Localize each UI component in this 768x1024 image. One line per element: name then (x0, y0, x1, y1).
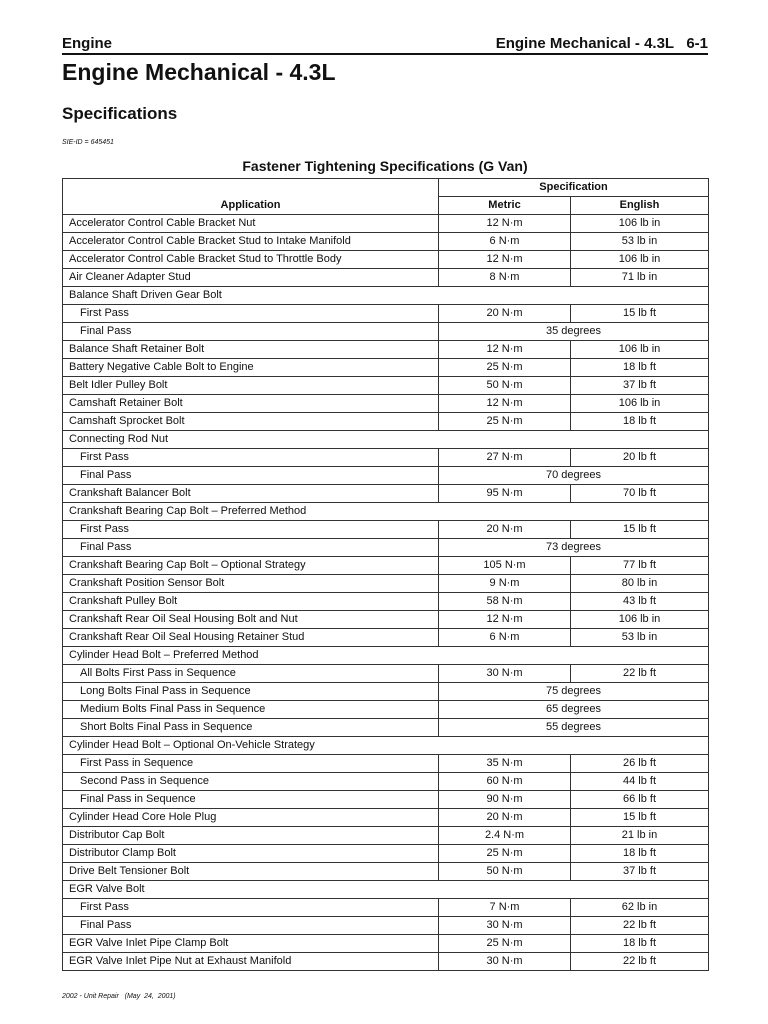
application-cell: Crankshaft Rear Oil Seal Housing Retainer Stud (63, 629, 439, 647)
application-cell: Cylinder Head Bolt – Preferred Method (63, 647, 709, 665)
metric-cell: 30 N·m (439, 953, 571, 971)
english-cell: 106 lb in (571, 395, 709, 413)
application-cell: First Pass (63, 521, 439, 539)
english-cell: 18 lb ft (571, 359, 709, 377)
page-header (62, 35, 708, 55)
english-cell: 66 lb ft (571, 791, 709, 809)
metric-cell: 30 N·m (439, 917, 571, 935)
application-cell: Cylinder Head Bolt – Optional On-Vehicle Strategy (63, 737, 709, 755)
metric-cell: 12 N·m (439, 215, 571, 233)
application-cell: EGR Valve Inlet Pipe Clamp Bolt (63, 935, 439, 953)
application-cell: Distributor Cap Bolt (63, 827, 439, 845)
metric-cell: 2.4 N·m (439, 827, 571, 845)
application-cell: Cylinder Head Core Hole Plug (63, 809, 439, 827)
table-row (63, 431, 709, 449)
application-cell: Second Pass in Sequence (63, 773, 439, 791)
metric-cell: 20 N·m (439, 809, 571, 827)
application-cell: Balance Shaft Driven Gear Bolt (63, 287, 709, 305)
application-cell: Final Pass (63, 539, 439, 557)
table-title: Fastener Tightening Specifications (G Van) (242, 158, 528, 174)
header-application: Application (63, 179, 439, 215)
page-title: Engine Mechanical - 4.3L (62, 59, 336, 85)
english-cell: 22 lb ft (571, 917, 709, 935)
metric-cell: 90 N·m (439, 791, 571, 809)
english-cell: 18 lb ft (571, 935, 709, 953)
metric-cell: 50 N·m (439, 377, 571, 395)
english-cell: 44 lb ft (571, 773, 709, 791)
table-row (63, 827, 709, 845)
english-cell: 106 lb in (571, 251, 709, 269)
application-cell: Short Bolts Final Pass in Sequence (63, 719, 439, 737)
english-cell: 106 lb in (571, 341, 709, 359)
english-cell: 71 lb in (571, 269, 709, 287)
table-row (63, 917, 709, 935)
application-cell: First Pass (63, 449, 439, 467)
fastener-spec-table (62, 178, 709, 971)
metric-cell: 12 N·m (439, 341, 571, 359)
table-row (63, 215, 709, 233)
english-cell: 37 lb ft (571, 377, 709, 395)
table-row (63, 953, 709, 971)
application-cell: Camshaft Retainer Bolt (63, 395, 439, 413)
application-cell: Final Pass (63, 467, 439, 485)
english-cell: 15 lb ft (571, 809, 709, 827)
english-cell: 15 lb ft (571, 305, 709, 323)
metric-cell: 35 N·m (439, 755, 571, 773)
table-row (63, 395, 709, 413)
table-row (63, 647, 709, 665)
english-cell: 21 lb in (571, 827, 709, 845)
metric-cell: 8 N·m (439, 269, 571, 287)
application-cell: EGR Valve Inlet Pipe Nut at Exhaust Manifold (63, 953, 439, 971)
table-row (63, 323, 709, 341)
table-row (63, 287, 709, 305)
table-row (63, 683, 709, 701)
english-cell: 80 lb in (571, 575, 709, 593)
english-cell: 18 lb ft (571, 413, 709, 431)
table-row (63, 359, 709, 377)
table-row (63, 251, 709, 269)
table-row (63, 863, 709, 881)
application-cell: Crankshaft Balancer Bolt (63, 485, 439, 503)
metric-cell: 12 N·m (439, 611, 571, 629)
table-row (63, 935, 709, 953)
table-row (63, 233, 709, 251)
application-cell: EGR Valve Bolt (63, 881, 709, 899)
table-row (63, 593, 709, 611)
table-row (63, 521, 709, 539)
english-cell: 53 lb in (571, 629, 709, 647)
header-english: English (571, 197, 709, 215)
table-header-row (63, 179, 709, 197)
metric-cell: 95 N·m (439, 485, 571, 503)
metric-cell: 58 N·m (439, 593, 571, 611)
table-row (63, 719, 709, 737)
application-cell: Accelerator Control Cable Bracket Nut (63, 215, 439, 233)
angle-spec-cell: 65 degrees (439, 701, 709, 719)
metric-cell: 12 N·m (439, 395, 571, 413)
metric-cell: 20 N·m (439, 521, 571, 539)
metric-cell: 7 N·m (439, 899, 571, 917)
angle-spec-cell: 35 degrees (439, 323, 709, 341)
table-row (63, 413, 709, 431)
application-cell: Connecting Rod Nut (63, 431, 709, 449)
table-row (63, 629, 709, 647)
table-row (63, 773, 709, 791)
table-row (63, 881, 709, 899)
table-row (63, 305, 709, 323)
application-cell: First Pass in Sequence (63, 755, 439, 773)
english-cell: 15 lb ft (571, 521, 709, 539)
application-cell: Crankshaft Bearing Cap Bolt – Preferred Method (63, 503, 709, 521)
application-cell: Final Pass in Sequence (63, 791, 439, 809)
english-cell: 77 lb ft (571, 557, 709, 575)
application-cell: All Bolts First Pass in Sequence (63, 665, 439, 683)
table-row (63, 701, 709, 719)
english-cell: 22 lb ft (571, 665, 709, 683)
table-row (63, 611, 709, 629)
table-row (63, 503, 709, 521)
application-cell: Crankshaft Pulley Bolt (63, 593, 439, 611)
english-cell: 22 lb ft (571, 953, 709, 971)
table-row (63, 755, 709, 773)
metric-cell: 30 N·m (439, 665, 571, 683)
metric-cell: 25 N·m (439, 413, 571, 431)
table-row (63, 737, 709, 755)
table-row (63, 449, 709, 467)
english-cell: 26 lb ft (571, 755, 709, 773)
english-cell: 62 lb in (571, 899, 709, 917)
english-cell: 18 lb ft (571, 845, 709, 863)
table-row (63, 341, 709, 359)
application-cell: First Pass (63, 899, 439, 917)
header-metric: Metric (439, 197, 571, 215)
angle-spec-cell: 75 degrees (439, 683, 709, 701)
english-cell: 37 lb ft (571, 863, 709, 881)
angle-spec-cell: 70 degrees (439, 467, 709, 485)
metric-cell: 25 N·m (439, 845, 571, 863)
section-subtitle: Specifications (62, 104, 178, 123)
metric-cell: 9 N·m (439, 575, 571, 593)
metric-cell: 12 N·m (439, 251, 571, 269)
application-cell: Camshaft Sprocket Bolt (63, 413, 439, 431)
application-cell: First Pass (63, 305, 439, 323)
running-title: Engine Mechanical - 4.3L 6-1 (495, 35, 708, 52)
table-row (63, 269, 709, 287)
english-cell: 20 lb ft (571, 449, 709, 467)
sie-id: SIE-ID = 645451 (62, 139, 114, 146)
application-cell: Air Cleaner Adapter Stud (63, 269, 439, 287)
table-row (63, 539, 709, 557)
application-cell: Crankshaft Bearing Cap Bolt – Optional Strategy (63, 557, 439, 575)
english-cell: 106 lb in (571, 611, 709, 629)
application-cell: Battery Negative Cable Bolt to Engine (63, 359, 439, 377)
table-row (63, 377, 709, 395)
application-cell: Drive Belt Tensioner Bolt (63, 863, 439, 881)
table-row (63, 467, 709, 485)
table-row (63, 557, 709, 575)
angle-spec-cell: 73 degrees (439, 539, 709, 557)
metric-cell: 105 N·m (439, 557, 571, 575)
table-row (63, 665, 709, 683)
application-cell: Balance Shaft Retainer Bolt (63, 341, 439, 359)
metric-cell: 27 N·m (439, 449, 571, 467)
application-cell: Final Pass (63, 917, 439, 935)
metric-cell: 25 N·m (439, 359, 571, 377)
table-row (63, 485, 709, 503)
english-cell: 53 lb in (571, 233, 709, 251)
page-footer: 2002 - Unit Repair (May 24, 2001) (62, 993, 176, 1000)
metric-cell: 6 N·m (439, 233, 571, 251)
angle-spec-cell: 55 degrees (439, 719, 709, 737)
application-cell: Long Bolts Final Pass in Sequence (63, 683, 439, 701)
english-cell: 106 lb in (571, 215, 709, 233)
application-cell: Final Pass (63, 323, 439, 341)
metric-cell: 20 N·m (439, 305, 571, 323)
header-specification: Specification (439, 179, 709, 197)
application-cell: Crankshaft Position Sensor Bolt (63, 575, 439, 593)
application-cell: Accelerator Control Cable Bracket Stud to Throttle Body (63, 251, 439, 269)
table-row (63, 791, 709, 809)
application-cell: Distributor Clamp Bolt (63, 845, 439, 863)
table-row (63, 899, 709, 917)
metric-cell: 25 N·m (439, 935, 571, 953)
application-cell: Belt Idler Pulley Bolt (63, 377, 439, 395)
table-body (63, 215, 709, 971)
application-cell: Accelerator Control Cable Bracket Stud to Intake Manifold (63, 233, 439, 251)
application-cell: Crankshaft Rear Oil Seal Housing Bolt and Nut (63, 611, 439, 629)
table-row (63, 809, 709, 827)
table-row (63, 575, 709, 593)
metric-cell: 6 N·m (439, 629, 571, 647)
metric-cell: 60 N·m (439, 773, 571, 791)
table-row (63, 845, 709, 863)
metric-cell: 50 N·m (439, 863, 571, 881)
english-cell: 70 lb ft (571, 485, 709, 503)
section-label: Engine (62, 35, 113, 52)
application-cell: Medium Bolts Final Pass in Sequence (63, 701, 439, 719)
english-cell: 43 lb ft (571, 593, 709, 611)
